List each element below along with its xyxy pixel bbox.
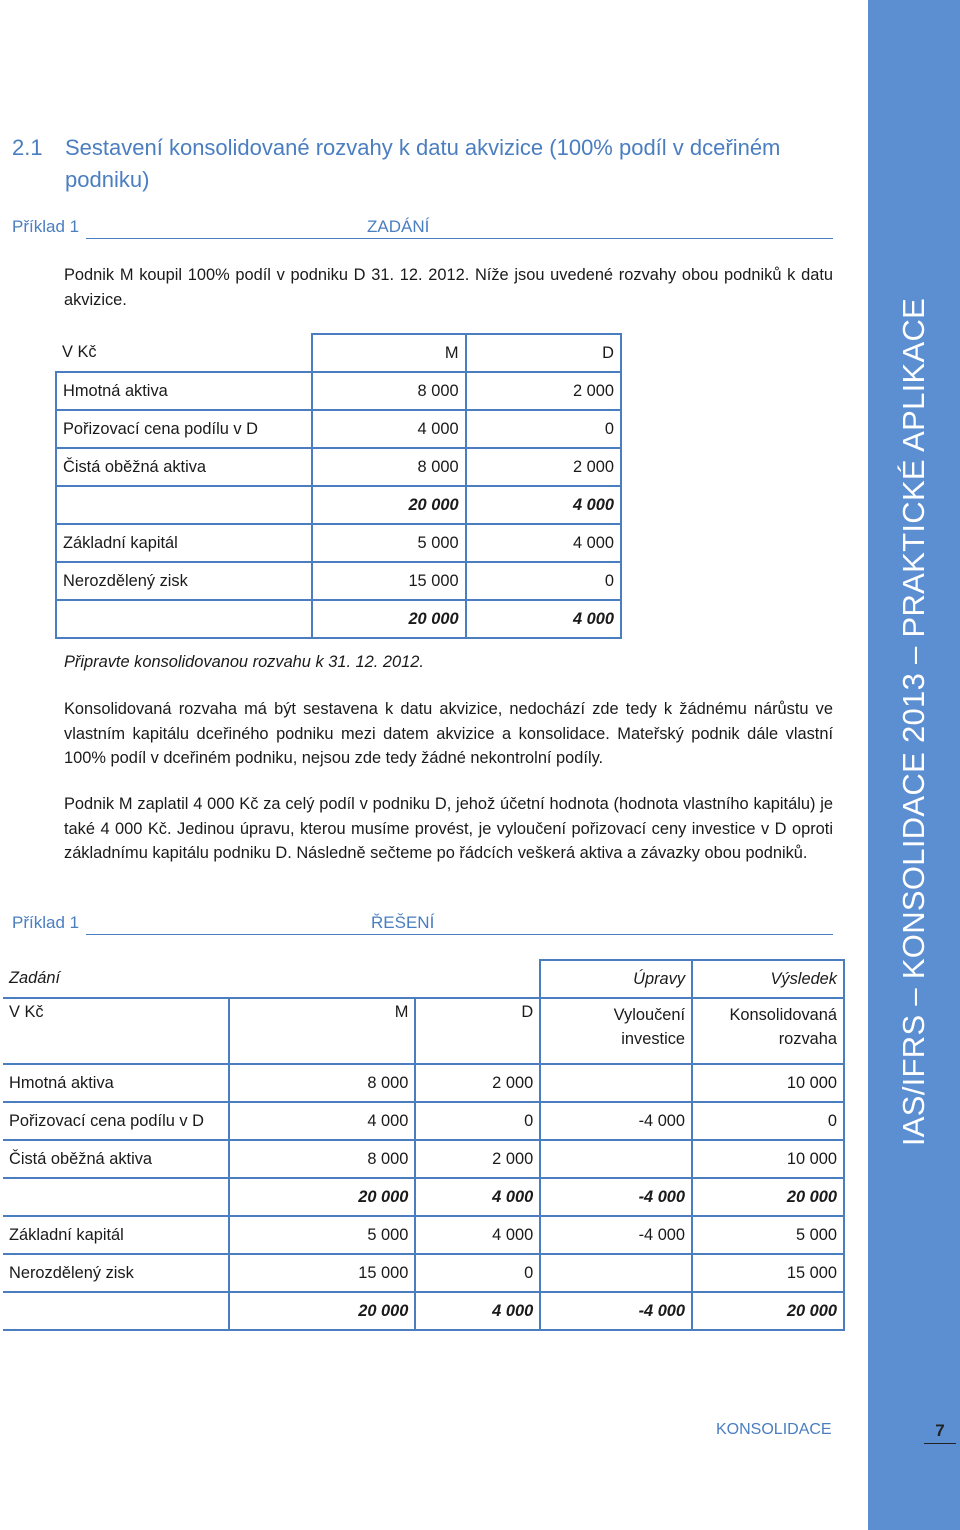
table-cell: 15 000 (312, 562, 465, 600)
table-cell: Základní kapitál (3, 1216, 229, 1254)
table-cell: -4 000 (540, 1178, 692, 1216)
table-row (56, 334, 621, 372)
paragraph-2: Podnik M zaplatil 4 000 Kč za celý podíl v podniku D, jehož účetní hodnota (hodnota vlastního kapitálu) je také 4 000 Kč. Jedinou úpravu, kterou musíme provést, je vyloučení pořizovací ceny investice v D oproti základnímu kapitálu podniku D. Následně sečteme po řádcích veškerá aktiva a závazky obou podniků. (64, 795, 833, 862)
table-cell: Základní kapitál (56, 524, 312, 562)
table-cell: 4 000 (415, 1178, 540, 1216)
table-cell: 8 000 (312, 372, 465, 410)
group-header-upravy: Úpravy (540, 960, 692, 998)
table-cell (540, 1140, 692, 1178)
table-row (56, 448, 621, 486)
table-cell: M (312, 334, 465, 372)
table-cell: D (415, 998, 540, 1064)
table-cell: Hmotná aktiva (56, 372, 312, 410)
table-cell: 20 000 (312, 600, 465, 638)
table-cell: Nerozdělený zisk (56, 562, 312, 600)
table-cell: Konsolidovaná rozvaha (692, 998, 844, 1064)
table-cell: 8 000 (229, 1140, 416, 1178)
table-row (3, 1216, 844, 1254)
table-cell: 0 (692, 1102, 844, 1140)
table-cell: 5 000 (229, 1216, 416, 1254)
page-number: 7 (924, 1421, 956, 1444)
table-cell: Nerozdělený zisk (3, 1254, 229, 1292)
table-cell (540, 1064, 692, 1102)
table-row (56, 486, 621, 524)
table-cell: 10 000 (692, 1064, 844, 1102)
table-cell: 0 (466, 562, 621, 600)
table-row (56, 410, 621, 448)
table-cell: 4 000 (229, 1102, 416, 1140)
table-cell: V Kč (56, 334, 312, 372)
table-cell: Hmotná aktiva (3, 1064, 229, 1102)
table-row (3, 998, 844, 1064)
table-cell: 0 (415, 1102, 540, 1140)
table-row (3, 1140, 844, 1178)
table-cell: 0 (466, 410, 621, 448)
table-cell: V Kč (3, 998, 229, 1064)
table-cell (56, 486, 312, 524)
table-cell: 4 000 (466, 600, 621, 638)
table-row (56, 372, 621, 410)
table-cell: Pořizovací cena podílu v D (3, 1102, 229, 1140)
table-cell: 20 000 (692, 1292, 844, 1330)
table-cell: Čistá oběžná aktiva (3, 1140, 229, 1178)
table-cell: -4 000 (540, 1292, 692, 1330)
table-cell: 4 000 (466, 486, 621, 524)
assignment-intro: Podnik M koupil 100% podíl v podniku D 31. 12. 2012. Níže jsou uvedené rozvahy obou podniků k datu akvizice. (64, 266, 833, 309)
table-cell: 5 000 (692, 1216, 844, 1254)
table-cell: 4 000 (415, 1216, 540, 1254)
table-row (3, 1254, 844, 1292)
table-cell: 8 000 (229, 1064, 416, 1102)
table-cell: Vyloučení investice (540, 998, 692, 1064)
group-header-vysledek: Výsledek (692, 960, 844, 998)
table-row (3, 1064, 844, 1102)
assignment-section-label: ZADÁNÍ (367, 217, 430, 236)
table-cell: 15 000 (229, 1254, 416, 1292)
table-cell: -4 000 (540, 1216, 692, 1254)
table-cell: 8 000 (312, 448, 465, 486)
table-row (56, 524, 621, 562)
task-text: Připravte konsolidovanou rozvahu k 31. 12. 2012. (64, 653, 424, 671)
table-cell: -4 000 (540, 1102, 692, 1140)
table-cell (540, 1254, 692, 1292)
table-cell: 2 000 (415, 1064, 540, 1102)
table-cell: 20 000 (229, 1292, 416, 1330)
table-cell (3, 1292, 229, 1330)
table-cell: 20 000 (692, 1178, 844, 1216)
group-header-zadani: Zadání (3, 960, 540, 998)
footer-label: KONSOLIDACE (716, 1421, 832, 1438)
table-cell: 0 (415, 1254, 540, 1292)
solution-section-label: ŘEŠENÍ (371, 913, 435, 932)
table-cell: 15 000 (692, 1254, 844, 1292)
table-row (3, 960, 844, 998)
solution-table (3, 959, 845, 1331)
table-row (3, 1292, 844, 1330)
table-row (56, 562, 621, 600)
table-cell (56, 600, 312, 638)
assignment-table (55, 333, 622, 639)
table-cell: 20 000 (312, 486, 465, 524)
table-cell: Čistá oběžná aktiva (56, 448, 312, 486)
table-row (3, 1178, 844, 1216)
table-cell: 4 000 (312, 410, 465, 448)
table-cell: 4 000 (466, 524, 621, 562)
table-cell: 5 000 (312, 524, 465, 562)
table-cell: 2 000 (466, 448, 621, 486)
table-cell: 2 000 (466, 372, 621, 410)
table-cell: 2 000 (415, 1140, 540, 1178)
table-cell: Pořizovací cena podílu v D (56, 410, 312, 448)
example-label-assignment: Příklad 1 (12, 217, 80, 236)
table-cell: D (466, 334, 621, 372)
paragraph-1: Konsolidovaná rozvaha má být sestavena k datu akvizice, nedochází zde tedy k žádnému nárůstu ve vlastním kapitálu dceřiného podniku mezi datem akvizice a konsolidace. Mateřský podnik dále vlastní 100% podíl v dceřiném podniku, nejsou zde tedy žádné nekontrolní podíly. (64, 700, 833, 767)
section-number: 2.1 (12, 135, 43, 160)
table-cell: 10 000 (692, 1140, 844, 1178)
table-cell: M (229, 998, 416, 1064)
table-row (3, 1102, 844, 1140)
table-cell: 20 000 (229, 1178, 416, 1216)
table-cell: 4 000 (415, 1292, 540, 1330)
example-label-solution: Příklad 1 (12, 913, 80, 932)
assignment-underline (86, 238, 833, 239)
solution-underline (86, 934, 833, 935)
section-title: Sestavení konsolidované rozvahy k datu akvizice (100% podíl v dceřiném podniku) (65, 135, 781, 192)
table-row (56, 600, 621, 638)
sidebar-title: IAS/IFRS – KONSOLIDACE 2013 – PRAKTICKÉ APLIKACE (896, 297, 931, 1147)
table-cell (3, 1178, 229, 1216)
